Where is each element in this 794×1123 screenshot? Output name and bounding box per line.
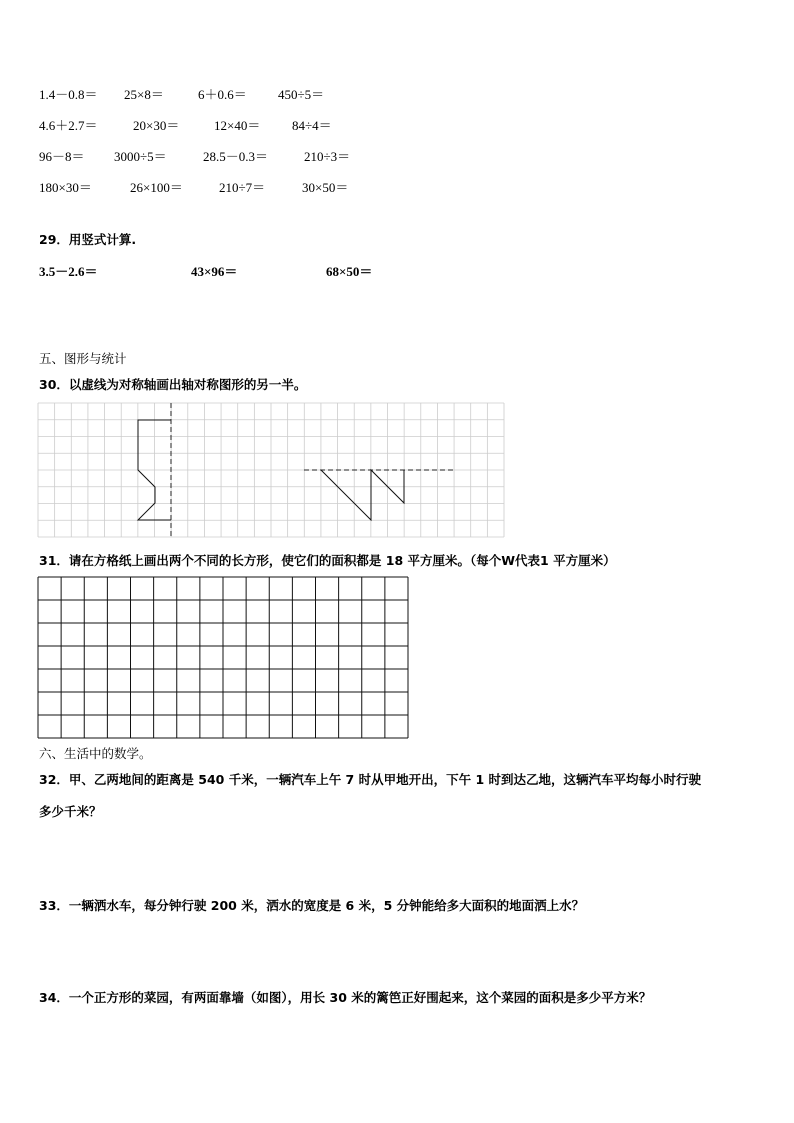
calc-r2c3: 210÷3＝	[304, 149, 351, 164]
q30-symmetry-grid	[38, 403, 504, 537]
q30-title: 30．以虚线为对称轴画出轴对称图形的另一半。	[39, 377, 307, 392]
q33-title: 33．一辆洒水车，每分钟行驶 200 米，洒水的宽度是 6 米，5 分钟能给多大面积的地面洒上水？	[39, 898, 585, 913]
calc-r0c0: 1.4－0.8＝	[39, 87, 98, 102]
section-5-title: 五、图形与统计	[39, 351, 127, 366]
calc-r0c2: 6＋0.6＝	[198, 87, 247, 102]
calc-r2c2: 28.5－0.3＝	[203, 149, 269, 164]
section-6-title: 六、生活中的数学。	[39, 746, 152, 761]
calc-r0c3: 450÷5＝	[278, 87, 325, 102]
calc-r3c0: 180×30＝	[39, 180, 92, 195]
calc-r1c0: 4.6＋2.7＝	[39, 118, 98, 133]
q31-title: 31．请在方格纸上画出两个不同的长方形，使它们的面积都是 18 平方厘米。（每个W代表1 平方厘米）	[39, 553, 616, 568]
q29-title: 29．用竖式计算.	[39, 232, 137, 247]
q32-line-1: 32．甲、乙两地间的距离是 540 千米，一辆汽车上午 7 时从甲地开出，下午 1 时到达乙地，这辆汽车平均每小时行驶	[39, 772, 701, 787]
calc-r3c1: 26×100＝	[130, 180, 183, 195]
q29-item-1: 3.5－2.6＝	[39, 264, 98, 279]
q32-line-2: 多少千米？	[39, 804, 102, 819]
calc-r0c1: 25×8＝	[124, 87, 164, 102]
calc-r3c3: 30×50＝	[302, 180, 349, 195]
calc-r1c3: 84÷4＝	[292, 118, 332, 133]
q34-title: 34．一个正方形的菜园，有两面靠墙（如图），用长 30 米的篱笆正好围起来，这个菜园的面积是多少平方米？	[39, 990, 652, 1005]
q31-grid-lines	[38, 577, 408, 738]
q29-item-2: 43×96＝	[191, 264, 238, 279]
q29-item-3: 68×50＝	[326, 264, 373, 279]
calc-r2c1: 3000÷5＝	[114, 149, 167, 164]
calc-r1c1: 20×30＝	[133, 118, 180, 133]
calc-r2c0: 96－8＝	[39, 149, 85, 164]
q30-right-shape	[321, 470, 404, 520]
calc-r3c2: 210÷7＝	[219, 180, 266, 195]
q31-square-grid	[38, 577, 408, 738]
calc-r1c2: 12×40＝	[214, 118, 261, 133]
